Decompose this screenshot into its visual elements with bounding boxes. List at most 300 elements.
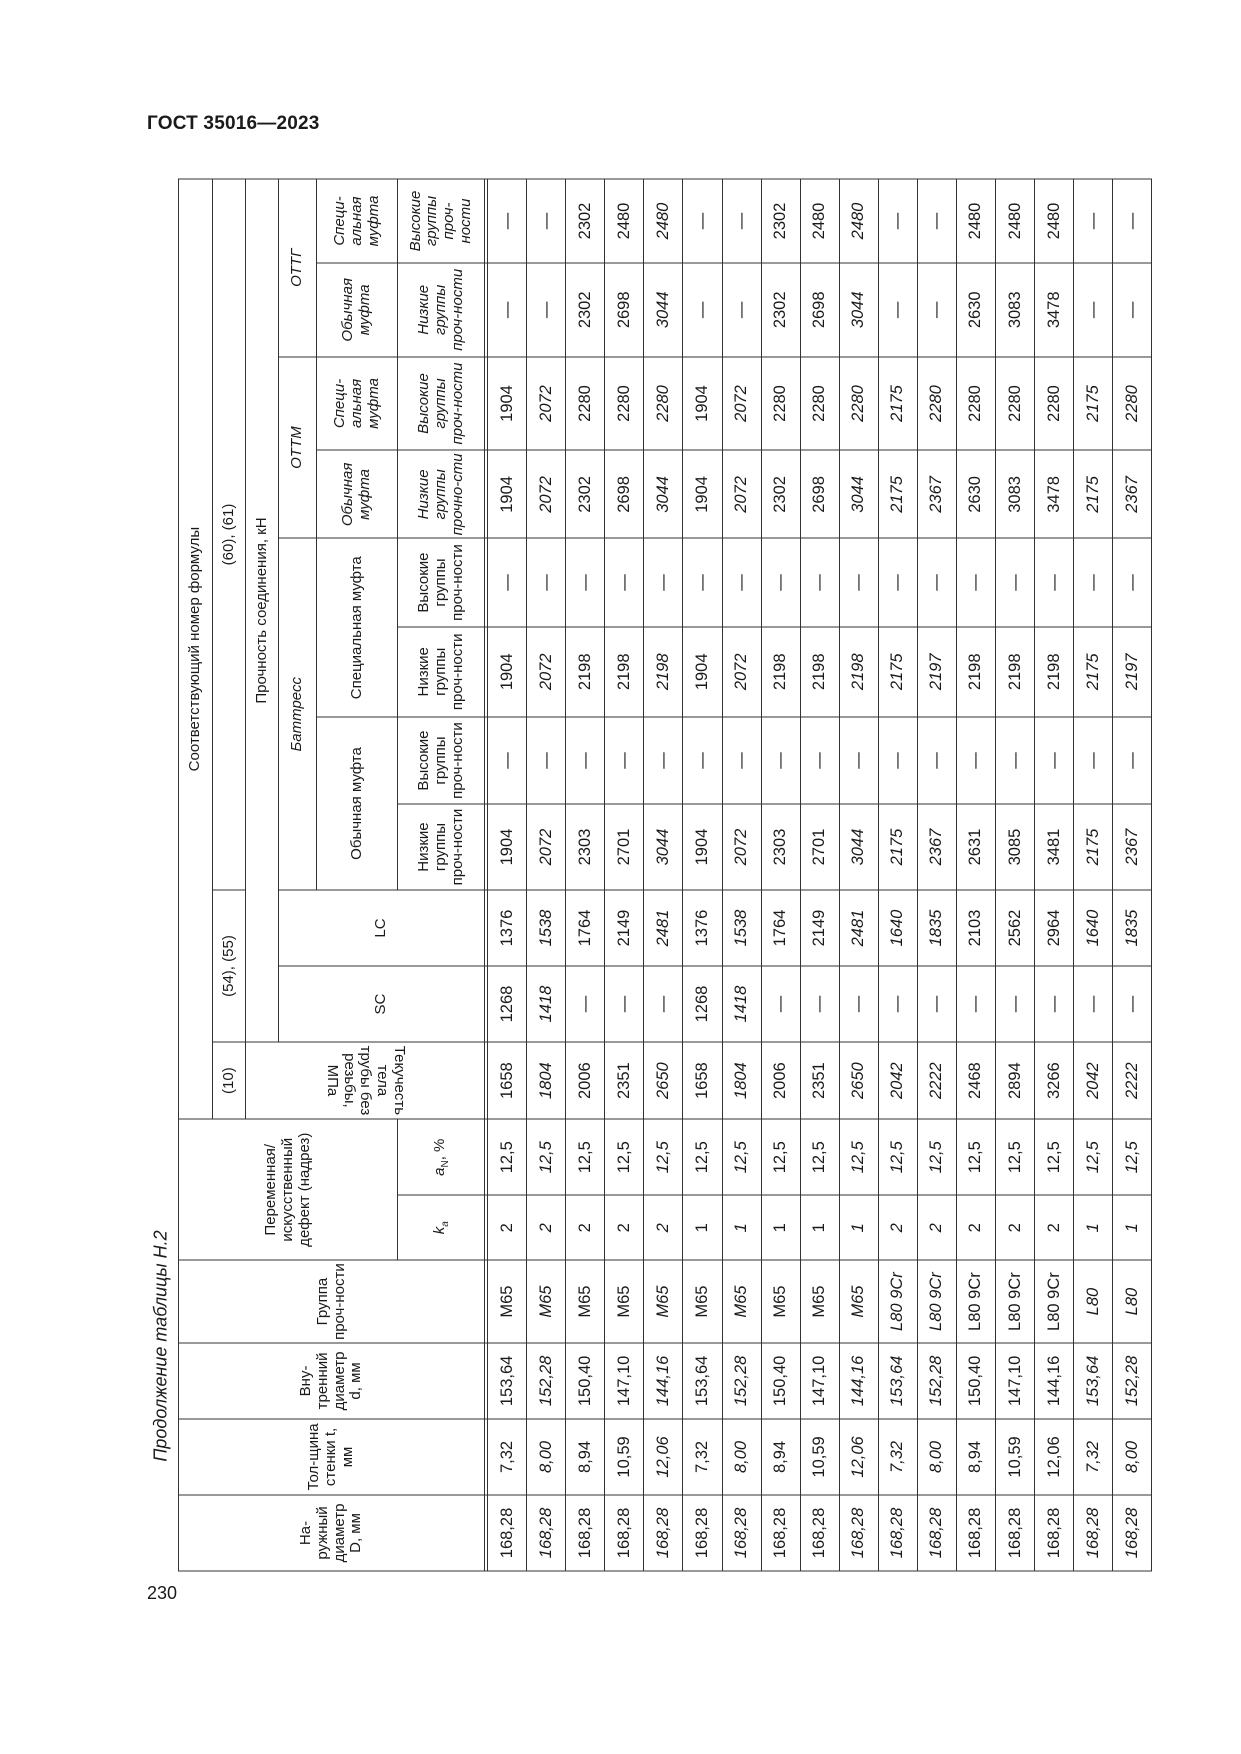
table-cell: 2280 bbox=[1112, 356, 1151, 450]
table-frame bbox=[178, 178, 1152, 1571]
header-ottm-high bbox=[398, 356, 485, 450]
header-buttress-special-coupling-label: Специальная муфта bbox=[347, 555, 365, 699]
table-cell: — bbox=[956, 716, 995, 803]
table-cell: — bbox=[1034, 538, 1073, 626]
table-cell: — bbox=[1073, 966, 1112, 1042]
table-cell: 1658 bbox=[488, 1042, 527, 1119]
table-cell: — bbox=[488, 716, 527, 803]
table-cell: 2072 bbox=[527, 626, 566, 716]
table-cell: — bbox=[917, 538, 956, 626]
table-cell: 1804 bbox=[527, 1042, 566, 1119]
table-cell: 168,28 bbox=[605, 1494, 644, 1570]
table-cell: 2367 bbox=[917, 450, 956, 538]
table-cell: 153,64 bbox=[488, 1342, 527, 1418]
header-buttress-regular-coupling-label: Обычная муфта bbox=[347, 746, 365, 860]
table-cell: 12,5 bbox=[956, 1119, 995, 1195]
table-cell: 168,28 bbox=[527, 1494, 566, 1570]
table-cell: 2280 bbox=[761, 356, 800, 450]
table-cell: 12,06 bbox=[1034, 1418, 1073, 1494]
table-cell: 168,28 bbox=[1034, 1494, 1073, 1570]
table-cell: 3085 bbox=[995, 804, 1034, 890]
table-cell: 10,59 bbox=[995, 1418, 1034, 1494]
table-cell: 12,06 bbox=[839, 1418, 878, 1494]
table-cell: 2280 bbox=[566, 356, 605, 450]
table-cell: 2303 bbox=[566, 804, 605, 890]
table-cell: 2280 bbox=[1034, 356, 1073, 450]
table-cell: — bbox=[722, 262, 761, 356]
table-cell: — bbox=[878, 538, 917, 626]
table-cell: 2 bbox=[527, 1195, 566, 1260]
table-cell: 1 bbox=[761, 1195, 800, 1260]
table-cell: — bbox=[1112, 716, 1151, 803]
table-cell: 3044 bbox=[644, 262, 683, 356]
header-outer-diameter bbox=[179, 1494, 485, 1570]
table-cell: 3044 bbox=[644, 804, 683, 890]
header-connection-strength bbox=[246, 179, 279, 1042]
table-cell: 2280 bbox=[605, 356, 644, 450]
header-buttress bbox=[279, 538, 317, 890]
table-row bbox=[1112, 179, 1151, 1571]
table-cell: 168,28 bbox=[644, 1494, 683, 1570]
header-buttress-regular-low-label: Низкие группы проч-ности bbox=[415, 808, 466, 885]
table-cell: — bbox=[683, 179, 722, 263]
header-an bbox=[398, 1119, 485, 1195]
header-lc bbox=[279, 890, 485, 966]
table-cell: 168,28 bbox=[917, 1494, 956, 1570]
table-cell: 168,28 bbox=[722, 1494, 761, 1570]
table-cell: 12,5 bbox=[527, 1119, 566, 1195]
table-cell: 168,28 bbox=[761, 1494, 800, 1570]
table-cell: 1 bbox=[839, 1195, 878, 1260]
table-cell: 2698 bbox=[605, 450, 644, 538]
header-ottm-regular-coupling bbox=[317, 450, 398, 538]
table-cell: 1640 bbox=[878, 890, 917, 966]
table-cell: — bbox=[488, 262, 527, 356]
header-ottm-low bbox=[398, 450, 485, 538]
table-cell: 2198 bbox=[644, 626, 683, 716]
table-cell: 12,5 bbox=[1112, 1119, 1151, 1195]
header-formula-10 bbox=[213, 1042, 246, 1119]
header-ottg-low bbox=[398, 262, 485, 356]
table-cell: 2650 bbox=[839, 1042, 878, 1119]
table-cell: 1904 bbox=[683, 804, 722, 890]
table-cell: 2698 bbox=[800, 450, 839, 538]
header-inner-diameter bbox=[179, 1342, 485, 1418]
table-caption: Продолжение таблицы Н.2 bbox=[150, 1230, 171, 1462]
table-cell: 2367 bbox=[1112, 450, 1151, 538]
table-cell: 1268 bbox=[683, 966, 722, 1042]
table-cell: 12,5 bbox=[605, 1119, 644, 1195]
table-cell: 168,28 bbox=[683, 1494, 722, 1570]
table-cell: — bbox=[605, 716, 644, 803]
table-cell: — bbox=[1073, 179, 1112, 263]
table-cell: 2072 bbox=[527, 356, 566, 450]
table-cell: 2198 bbox=[605, 626, 644, 716]
table-cell: М65 bbox=[605, 1260, 644, 1343]
table-cell: 168,28 bbox=[488, 1494, 527, 1570]
table-cell: 168,28 bbox=[878, 1494, 917, 1570]
table-cell: 2367 bbox=[917, 804, 956, 890]
table-cell: 1268 bbox=[488, 966, 527, 1042]
table-cell: 2480 bbox=[1034, 179, 1073, 263]
table-cell: — bbox=[917, 966, 956, 1042]
header-an-suffix: , % bbox=[430, 1138, 448, 1160]
table-cell: 2197 bbox=[917, 626, 956, 716]
table-cell: 2198 bbox=[995, 626, 1034, 716]
header-buttress-regular-high-label: Высокие группы проч-ности bbox=[415, 721, 466, 799]
table-cell: 2 bbox=[995, 1195, 1034, 1260]
table-cell: 168,28 bbox=[800, 1494, 839, 1570]
table-cell: — bbox=[722, 179, 761, 263]
table-cell: 168,28 bbox=[1112, 1494, 1151, 1570]
header-pipe-body-yield-label: Текучесть тела трубы без резьбы, МПа bbox=[323, 1045, 409, 1115]
header-formula-54-55 bbox=[213, 890, 246, 1042]
table-cell: 2198 bbox=[761, 626, 800, 716]
table-cell: — bbox=[956, 538, 995, 626]
header-ottg-label: ОТТГ bbox=[288, 248, 306, 287]
table-cell: 2698 bbox=[605, 262, 644, 356]
table-cell: 2351 bbox=[800, 1042, 839, 1119]
table-cell: — bbox=[566, 716, 605, 803]
table-cell: 2 bbox=[956, 1195, 995, 1260]
table-cell: — bbox=[878, 716, 917, 803]
table-cell: 2198 bbox=[1034, 626, 1073, 716]
table-cell: 3083 bbox=[995, 262, 1034, 356]
header-buttress-special-high bbox=[398, 538, 485, 626]
table-cell: — bbox=[761, 538, 800, 626]
table-cell: 152,28 bbox=[527, 1342, 566, 1418]
table-cell: 153,64 bbox=[878, 1342, 917, 1418]
header-strength-group-label: Группа проч-ности bbox=[313, 1262, 348, 1340]
table-cell: — bbox=[995, 966, 1034, 1042]
table-cell: 2280 bbox=[917, 356, 956, 450]
table-cell: 1418 bbox=[722, 966, 761, 1042]
table-cell: 147,10 bbox=[605, 1342, 644, 1418]
data-table bbox=[178, 178, 1152, 1571]
table-cell: М65 bbox=[761, 1260, 800, 1343]
table-cell: 2562 bbox=[995, 890, 1034, 966]
header-formula-number-label: Соответствующий номер формулы bbox=[186, 526, 204, 771]
header-ottm-high-label: Высокие группы проч-ности bbox=[415, 362, 466, 444]
table-row bbox=[800, 179, 839, 1571]
table-cell: 1 bbox=[722, 1195, 761, 1260]
table-cell: 2006 bbox=[761, 1042, 800, 1119]
table-cell: 2072 bbox=[527, 450, 566, 538]
table-cell: L80 bbox=[1112, 1260, 1151, 1343]
table-cell: 1835 bbox=[1112, 890, 1151, 966]
table-cell: 8,00 bbox=[917, 1418, 956, 1494]
table-cell: — bbox=[878, 179, 917, 263]
table-row bbox=[605, 179, 644, 1571]
table-cell: — bbox=[995, 716, 1034, 803]
table-cell: 2302 bbox=[566, 262, 605, 356]
table-cell: — bbox=[722, 716, 761, 803]
header-an-label bbox=[430, 1138, 451, 1176]
table-cell: 2302 bbox=[566, 450, 605, 538]
table-cell: 153,64 bbox=[1073, 1342, 1112, 1418]
table-cell: 2303 bbox=[761, 804, 800, 890]
header-connection-strength-label: Прочность соединения, кН bbox=[252, 516, 270, 704]
table-cell: 10,59 bbox=[800, 1418, 839, 1494]
table-cell: — bbox=[527, 179, 566, 263]
table-cell: 12,5 bbox=[488, 1119, 527, 1195]
table-cell: L80 bbox=[1073, 1260, 1112, 1343]
table-cell: 3044 bbox=[644, 450, 683, 538]
table-cell: — bbox=[1073, 538, 1112, 626]
header-ka-subscript: a bbox=[439, 1220, 451, 1227]
table-cell: 1835 bbox=[917, 890, 956, 966]
table-cell: 8,94 bbox=[761, 1418, 800, 1494]
table-cell: 2280 bbox=[839, 356, 878, 450]
table-cell: 2280 bbox=[956, 356, 995, 450]
table-cell: 3266 bbox=[1034, 1042, 1073, 1119]
table-cell: 2630 bbox=[956, 450, 995, 538]
header-ottg-regular-coupling-label: Обычная муфта bbox=[339, 277, 374, 342]
table-row bbox=[1034, 179, 1073, 1571]
table-cell: 12,06 bbox=[644, 1418, 683, 1494]
table-cell: — bbox=[605, 966, 644, 1042]
table-row bbox=[683, 179, 722, 1571]
table-cell: — bbox=[878, 966, 917, 1042]
table-cell: 1 bbox=[1112, 1195, 1151, 1260]
table-cell: 2480 bbox=[605, 179, 644, 263]
table-cell: 1538 bbox=[722, 890, 761, 966]
table-cell: 3481 bbox=[1034, 804, 1073, 890]
table-cell: 2701 bbox=[605, 804, 644, 890]
table-cell: 2480 bbox=[956, 179, 995, 263]
table-cell: 168,28 bbox=[839, 1494, 878, 1570]
table-cell: М65 bbox=[800, 1260, 839, 1343]
header-formula-60-61-label: (60), (61) bbox=[219, 503, 237, 565]
table-cell: — bbox=[1073, 716, 1112, 803]
header-ottg-low-label: Низкие группы проч-ности bbox=[415, 268, 466, 351]
table-cell: 2367 bbox=[1112, 804, 1151, 890]
table-cell: 12,5 bbox=[917, 1119, 956, 1195]
table-cell: 144,16 bbox=[839, 1342, 878, 1418]
table-cell: М65 bbox=[527, 1260, 566, 1343]
table-cell: 1 bbox=[1073, 1195, 1112, 1260]
header-buttress-special-low-label: Низкие группы проч-ности bbox=[415, 632, 466, 710]
table-cell: — bbox=[683, 716, 722, 803]
table-cell: — bbox=[722, 538, 761, 626]
table-cell: 2480 bbox=[800, 179, 839, 263]
table-cell: 12,5 bbox=[761, 1119, 800, 1195]
table-cell: — bbox=[566, 966, 605, 1042]
table-cell: — bbox=[644, 966, 683, 1042]
header-ka bbox=[398, 1195, 485, 1260]
table-cell: 1904 bbox=[488, 450, 527, 538]
table-cell: — bbox=[995, 538, 1034, 626]
table-cell: 12,5 bbox=[800, 1119, 839, 1195]
table-cell: 1418 bbox=[527, 966, 566, 1042]
table-cell: 2198 bbox=[839, 626, 878, 716]
table-cell: 1764 bbox=[761, 890, 800, 966]
table-cell: 1 bbox=[800, 1195, 839, 1260]
table-cell: 3044 bbox=[839, 450, 878, 538]
header-buttress-regular-high bbox=[398, 716, 485, 803]
table-cell: 2072 bbox=[527, 804, 566, 890]
table-cell: 2175 bbox=[1073, 356, 1112, 450]
table-cell: 12,5 bbox=[1034, 1119, 1073, 1195]
table-cell: 2480 bbox=[644, 179, 683, 263]
table-cell: — bbox=[527, 262, 566, 356]
table-cell: — bbox=[1112, 179, 1151, 263]
header-ottm bbox=[279, 356, 317, 538]
table-cell: — bbox=[761, 716, 800, 803]
header-buttress-special-high-label: Высокие группы проч-ности bbox=[415, 543, 466, 621]
table-row bbox=[527, 179, 566, 1571]
table-cell: — bbox=[1112, 262, 1151, 356]
table-cell: — bbox=[527, 716, 566, 803]
table-cell: 2631 bbox=[956, 804, 995, 890]
table-row bbox=[995, 179, 1034, 1571]
table-row bbox=[488, 179, 527, 1571]
table-cell: — bbox=[878, 262, 917, 356]
table-cell: 1764 bbox=[566, 890, 605, 966]
table-row bbox=[644, 179, 683, 1571]
table-cell: 152,28 bbox=[722, 1342, 761, 1418]
table-cell: — bbox=[800, 538, 839, 626]
table-cell: 3478 bbox=[1034, 262, 1073, 356]
table-cell: 2280 bbox=[800, 356, 839, 450]
table-cell: 1904 bbox=[488, 356, 527, 450]
table-cell: 2280 bbox=[995, 356, 1034, 450]
table-cell: 3478 bbox=[1034, 450, 1073, 538]
table-cell: 2280 bbox=[644, 356, 683, 450]
table-cell: 2149 bbox=[605, 890, 644, 966]
table-cell: М65 bbox=[839, 1260, 878, 1343]
table-cell: 2302 bbox=[566, 179, 605, 263]
header-sc-label: SC bbox=[372, 993, 390, 1014]
table-cell: 10,59 bbox=[605, 1418, 644, 1494]
table-cell: 8,00 bbox=[527, 1418, 566, 1494]
table-cell: — bbox=[683, 262, 722, 356]
table-cell: 7,32 bbox=[1073, 1418, 1112, 1494]
table-cell: 2 bbox=[878, 1195, 917, 1260]
table-cell: 152,28 bbox=[917, 1342, 956, 1418]
table-cell: L80 9Cr bbox=[1034, 1260, 1073, 1343]
table-cell: 2701 bbox=[800, 804, 839, 890]
table-cell: 147,10 bbox=[800, 1342, 839, 1418]
table-cell: М65 bbox=[644, 1260, 683, 1343]
table-cell: 1804 bbox=[722, 1042, 761, 1119]
table-cell: 2481 bbox=[644, 890, 683, 966]
table-cell: 2630 bbox=[956, 262, 995, 356]
header-ottm-label: ОТТМ bbox=[288, 425, 306, 469]
table-cell: 144,16 bbox=[1034, 1342, 1073, 1418]
table-cell: 3044 bbox=[839, 262, 878, 356]
table-cell: 2480 bbox=[995, 179, 1034, 263]
table-cell: 2894 bbox=[995, 1042, 1034, 1119]
table-row bbox=[839, 179, 878, 1571]
table-cell: 3083 bbox=[995, 450, 1034, 538]
table-cell: 12,5 bbox=[683, 1119, 722, 1195]
table-cell: — bbox=[527, 538, 566, 626]
table-cell: 2175 bbox=[1073, 450, 1112, 538]
table-row bbox=[956, 179, 995, 1571]
table-row bbox=[566, 179, 605, 1571]
header-formula-number bbox=[179, 179, 213, 1119]
table-cell: 12,5 bbox=[995, 1119, 1034, 1195]
table-cell: 2480 bbox=[839, 179, 878, 263]
table-cell: 2302 bbox=[761, 179, 800, 263]
header-an-subscript: N bbox=[439, 1159, 451, 1168]
table-cell: — bbox=[488, 179, 527, 263]
table-row bbox=[878, 179, 917, 1571]
header-ottg bbox=[279, 179, 317, 357]
table-cell: L80 9Cr bbox=[917, 1260, 956, 1343]
header-ka-label bbox=[430, 1220, 451, 1234]
header-ottg-high-label: Высокие группы проч-ности bbox=[406, 190, 475, 251]
table-cell: 2964 bbox=[1034, 890, 1073, 966]
table-cell: 2175 bbox=[878, 356, 917, 450]
table-cell: 2222 bbox=[1112, 1042, 1151, 1119]
table-cell: 2072 bbox=[722, 356, 761, 450]
table-cell: М65 bbox=[683, 1260, 722, 1343]
table-cell: — bbox=[761, 966, 800, 1042]
table-cell: 8,00 bbox=[1112, 1418, 1151, 1494]
header-buttress-regular-coupling bbox=[317, 716, 398, 889]
table-cell: 2103 bbox=[956, 890, 995, 966]
table-cell: — bbox=[956, 966, 995, 1042]
table-cell: — bbox=[839, 716, 878, 803]
table-cell: 2 bbox=[644, 1195, 683, 1260]
table-cell: 152,28 bbox=[1112, 1342, 1151, 1418]
table-cell: — bbox=[644, 716, 683, 803]
table-cell: — bbox=[644, 538, 683, 626]
rotated-table-container bbox=[178, 178, 1152, 1571]
header-an-symbol: a bbox=[430, 1167, 448, 1176]
table-cell: 12,5 bbox=[722, 1119, 761, 1195]
table-cell: 8,00 bbox=[722, 1418, 761, 1494]
header-formula-60-61 bbox=[213, 179, 246, 890]
table-cell: 168,28 bbox=[995, 1494, 1034, 1570]
table-cell: 3044 bbox=[839, 804, 878, 890]
header-ottm-special-coupling-label: Специ-альная муфта bbox=[330, 377, 382, 429]
table-cell: 2042 bbox=[878, 1042, 917, 1119]
table-cell: 2006 bbox=[566, 1042, 605, 1119]
table-cell: 1538 bbox=[527, 890, 566, 966]
table-cell: 2302 bbox=[761, 262, 800, 356]
table-row bbox=[1073, 179, 1112, 1571]
table-cell: 12,5 bbox=[566, 1119, 605, 1195]
header-lc-label: LC bbox=[372, 917, 390, 938]
table-cell: 144,16 bbox=[644, 1342, 683, 1418]
header-wall-thickness bbox=[179, 1418, 485, 1494]
table-cell: 1904 bbox=[683, 450, 722, 538]
table-cell: — bbox=[1112, 538, 1151, 626]
table-cell: 12,5 bbox=[878, 1119, 917, 1195]
table-cell: — bbox=[488, 538, 527, 626]
table-cell: 2072 bbox=[722, 626, 761, 716]
table-cell: 2698 bbox=[800, 262, 839, 356]
header-defect bbox=[179, 1119, 398, 1260]
table-cell: 2 bbox=[488, 1195, 527, 1260]
table-cell: — bbox=[917, 716, 956, 803]
table-cell: 2042 bbox=[1073, 1042, 1112, 1119]
table-cell: 7,32 bbox=[878, 1418, 917, 1494]
table-cell: 150,40 bbox=[566, 1342, 605, 1418]
header-wall-thickness-label: Тол-щина стенки t, мм bbox=[305, 1422, 357, 1491]
table-cell: 153,64 bbox=[683, 1342, 722, 1418]
table-cell: — bbox=[1034, 966, 1073, 1042]
table-cell: 2149 bbox=[800, 890, 839, 966]
table-cell: 2072 bbox=[722, 804, 761, 890]
header-ottm-special-coupling bbox=[317, 356, 398, 450]
table-cell: 1640 bbox=[1073, 890, 1112, 966]
table-cell: 150,40 bbox=[956, 1342, 995, 1418]
table-cell: 147,10 bbox=[995, 1342, 1034, 1418]
